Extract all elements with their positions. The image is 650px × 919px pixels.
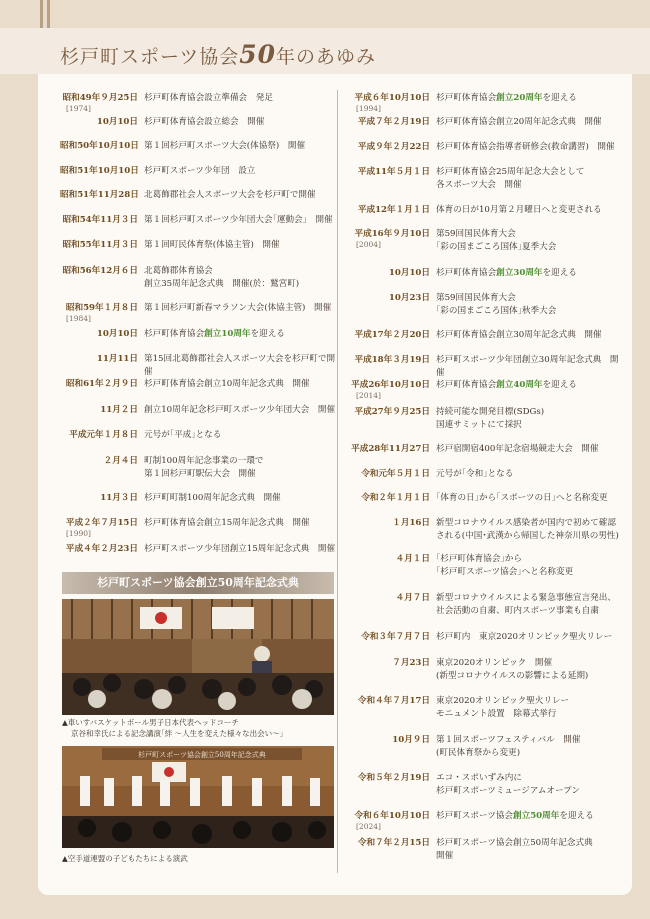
entry-western-year: [2014]	[356, 391, 381, 400]
entry-text	[436, 406, 620, 431]
entry-date: 昭和51年11月28日	[60, 190, 139, 200]
entry-date: 昭和59年１月８日	[65, 303, 138, 313]
entry-text-pre: 杉戸町スポーツ協会	[436, 811, 514, 821]
entry-text	[436, 354, 620, 379]
entry-text-line2: ｢杉戸町スポーツ協会｣へと名称変更	[436, 566, 574, 577]
entry-date: 平成12年１月１日	[357, 205, 430, 215]
entry-text-line1: 杉戸町スポーツ少年団創立15周年記念式典 開催	[144, 544, 336, 554]
timeline-entry	[350, 517, 620, 542]
timeline-entry	[60, 404, 336, 417]
entry-text-line1: ｢体育の日｣から｢スポーツの日｣へと名称変更	[436, 493, 608, 503]
timeline-entry	[350, 553, 620, 578]
title-suffix: 年のあゆみ	[276, 46, 377, 68]
entry-text	[436, 228, 620, 253]
timeline-entry	[60, 116, 336, 129]
entry-western-year: [1990]	[66, 529, 91, 538]
entry-text-line2: 社会活動の自粛、町内スポーツ事業も自粛	[436, 605, 599, 616]
entry-text	[436, 267, 620, 280]
entry-text	[144, 165, 336, 178]
entry-date: 令和７年２月15日	[357, 838, 430, 848]
entry-date: 10月23日	[388, 293, 430, 303]
entry-text-post: を迎える	[559, 811, 594, 821]
entry-text	[436, 492, 620, 505]
entry-text-line1: 第１回杉戸町スポーツ大会(体協祭) 開催	[144, 141, 306, 151]
entry-text-line1: 杉戸町体育協会創立15周年記念式典 開催	[144, 518, 310, 528]
entry-text-line1: 新型コロナウイルスによる緊急事態宣言発出、	[436, 593, 616, 603]
entry-text-post: を迎える	[542, 268, 577, 278]
timeline-entry	[350, 734, 620, 759]
photo-caption-line1: ▲車いすバスケットボール男子日本代表ヘッドコーチ	[62, 718, 239, 727]
entry-text	[436, 772, 620, 797]
entry-text	[436, 837, 620, 862]
entry-date: 平成28年11月27日	[351, 444, 430, 454]
entry-text-line2: 各スポーツ大会 開催	[436, 179, 522, 190]
timeline-entry	[350, 657, 620, 682]
entry-text-line1: 杉戸町体育協会25周年記念大会として	[436, 167, 585, 177]
title-prefix: 杉戸町スポーツ協会	[60, 46, 240, 68]
entry-date: 10月10日	[96, 329, 138, 339]
timeline-entry	[60, 140, 336, 153]
entry-date: 10月10日	[96, 117, 138, 127]
entry-anniversary-highlight: 創立50周年	[513, 811, 560, 821]
entry-date: ４月７日	[395, 593, 430, 603]
entry-date: 平成７年２月19日	[357, 117, 430, 127]
entry-text	[144, 328, 336, 341]
timeline-entry	[60, 239, 336, 252]
timeline-entry	[350, 141, 620, 154]
entry-western-year: [2004]	[356, 240, 381, 249]
timeline-entry	[60, 543, 336, 556]
entry-date: 平成26年10月10日	[351, 380, 430, 390]
entry-text-line1: 第15回北葛飾郡社会人スポーツ大会を杉戸町で開催	[144, 354, 336, 377]
entry-text-line1: 体育の日が10月第２月曜日へと変更される	[436, 205, 602, 215]
lecture-photo	[62, 599, 334, 715]
timeline-entry	[350, 166, 620, 191]
entry-anniversary-highlight: 創立30周年	[496, 268, 543, 278]
timeline-entry	[350, 379, 620, 400]
photo-section-banner: 杉戸町スポーツ協会創立50周年記念式典	[62, 572, 334, 594]
entry-text-line1: 杉戸町スポーツ少年団 設立	[144, 166, 256, 176]
entry-text-line1: エコ・スポいずみ内に	[436, 773, 522, 783]
entry-text	[436, 329, 620, 342]
timeline-entry	[350, 267, 620, 280]
entry-western-year: [1994]	[356, 104, 381, 113]
entry-text-line1: 北葛飾郡体育協会	[144, 266, 213, 276]
entry-text-line1: 第１回スポーツフェスティバル 開催	[436, 735, 581, 745]
entry-date: 10月９日	[392, 735, 430, 745]
entry-date: 平成６年10月10日	[354, 93, 430, 103]
entry-text	[436, 810, 620, 823]
timeline-entry	[350, 631, 620, 644]
entry-date: 平成27年９月25日	[354, 407, 430, 417]
timeline-entry	[350, 116, 620, 129]
timeline-entry	[350, 292, 620, 317]
photo-caption	[62, 717, 342, 739]
entry-date: 令和４年７月17日	[357, 696, 430, 706]
entry-text	[144, 265, 336, 290]
timeline-entry	[60, 429, 336, 442]
photo-caption-line2: 京谷和幸氏による記念講演｢絆 ～人生を変えた様々な出会い～｣	[71, 729, 284, 738]
entry-date: 11月２日	[100, 405, 138, 415]
timeline-entry	[60, 189, 336, 202]
entry-date: ７月23日	[392, 658, 430, 668]
entry-text	[144, 239, 336, 252]
entry-text-line1: 杉戸町体育協会設立準備会 発足	[144, 93, 273, 103]
entry-text-line1: 持続可能な開発目標(SDGs)	[436, 407, 545, 417]
entry-date: 平成11年５月１日	[357, 167, 430, 177]
entry-text-line2: モニュメント設置 除幕式挙行	[436, 708, 557, 719]
entry-text	[436, 166, 620, 191]
entry-date: 11月３日	[100, 493, 138, 503]
entry-text	[144, 543, 336, 556]
entry-text	[436, 468, 620, 481]
entry-text-line1: ｢杉戸町体育協会｣から	[436, 554, 522, 564]
entry-date: １月16日	[392, 518, 430, 528]
entry-text-pre: 杉戸町体育協会	[436, 268, 497, 278]
timeline-entry	[350, 468, 620, 481]
entry-text	[144, 353, 336, 378]
timeline-entry	[350, 772, 620, 797]
entry-text-post: を迎える	[542, 380, 577, 390]
entry-text	[436, 517, 620, 542]
entry-date: 昭和49年９月25日	[62, 93, 138, 103]
entry-text-line1: 杉戸町スポーツ少年団創立30周年記念式典 開催	[436, 355, 619, 378]
timeline-entry	[350, 329, 620, 342]
timeline-entry	[350, 406, 620, 431]
entry-text-line2: (新型コロナウイルスの影響による延期)	[436, 670, 589, 681]
entry-date: 平成９年２月22日	[357, 142, 430, 152]
entry-date: 平成16年９月10日	[354, 229, 430, 239]
timeline-entry	[60, 165, 336, 178]
entry-text-line1: 杉戸町スポーツ協会創立50周年記念式典	[436, 838, 593, 848]
entry-text	[436, 734, 620, 759]
entry-text-line2: 第１回杉戸町駅伝大会 開催	[144, 468, 256, 479]
entry-text-line1: 杉戸町体育協会設立総会 開催	[144, 117, 265, 127]
entry-text-line1: 杉戸町体育協会創立20周年記念式典 開催	[436, 117, 602, 127]
entry-text	[436, 141, 620, 154]
lecture-photo-image	[62, 599, 334, 715]
entry-date: 昭和50年10月10日	[60, 141, 139, 151]
entry-anniversary-highlight: 創立40周年	[496, 380, 543, 390]
karate-caption: ▲空手道連盟の子どもたちによる演武	[62, 854, 188, 863]
stage-sign-text: 杉戸町スポーツ協会創立50周年記念式典	[138, 751, 266, 759]
timeline-entry	[350, 228, 620, 253]
entry-anniversary-highlight: 創立10周年	[204, 329, 251, 339]
timeline-entry	[60, 302, 336, 323]
entry-date: ４月１日	[395, 554, 430, 564]
entry-text	[436, 204, 620, 217]
karate-photo-image	[62, 746, 334, 848]
entry-anniversary-highlight: 創立20周年	[496, 93, 543, 103]
entry-text	[144, 492, 336, 505]
entry-text-line2: 創立35周年記念式典 開催(於：鷲宮町)	[144, 278, 300, 289]
entry-text	[436, 553, 620, 578]
entry-text-line2: 杉戸町スポーツミュージアムオープン	[436, 785, 581, 796]
entry-text-pre: 杉戸町体育協会	[436, 380, 497, 390]
entry-text-line1: 第59回国民体育大会	[436, 293, 516, 303]
timeline-entry	[350, 204, 620, 217]
entry-date: 平成２年７月15日	[65, 518, 138, 528]
entry-text-line1: 元号が｢平成｣となる	[144, 430, 222, 440]
entry-text-line1: 元号が｢令和｣となる	[436, 469, 514, 479]
entry-text-line2: ｢彩の国まごころ国体｣秋季大会	[436, 305, 557, 316]
karate-photo	[62, 746, 334, 848]
timeline-entry	[350, 354, 620, 379]
timeline-entry	[60, 92, 336, 113]
timeline-entry	[60, 214, 336, 227]
entry-text-line1: 第１回杉戸町新春マラソン大会(体協主管) 開催	[144, 303, 332, 313]
entry-text-line1: 第１回町民体育祭(体協主管) 開催	[144, 240, 280, 250]
timeline-entry	[350, 443, 620, 456]
entry-text-line1: 東京2020オリンピック聖火リレー	[436, 696, 570, 706]
entry-text	[436, 695, 620, 720]
timeline-entry	[350, 492, 620, 505]
entry-text	[144, 378, 336, 391]
entry-text	[144, 429, 336, 442]
entry-text	[144, 302, 336, 315]
timeline-entry	[350, 92, 620, 113]
entry-text-line1: 新型コロナウイルス感染者が国内で初めて確認	[436, 518, 616, 528]
column-divider	[337, 90, 338, 873]
entry-date: 令和５年２月19日	[357, 773, 430, 783]
entry-text-line1: 第59回国民体育大会	[436, 229, 516, 239]
entry-date: 昭和61年２月９日	[65, 379, 138, 389]
entry-text-line1: 杉戸町体育協会創立30周年記念式典 開催	[436, 330, 602, 340]
entry-text-line1: 東京2020オリンピック 開催	[436, 658, 553, 668]
entry-text	[436, 379, 620, 392]
timeline-entry	[350, 837, 620, 862]
timeline-entry	[60, 455, 336, 480]
timeline-entry	[60, 517, 336, 538]
entry-date: 昭和55年11月３日	[62, 240, 138, 250]
entry-text-line2: される(中国･武漢から帰国した神奈川県の男性)	[436, 530, 619, 541]
entry-date: 令和元年５月１日	[361, 469, 430, 479]
entry-date: 10月10日	[388, 268, 430, 278]
entry-text-line1: 創立10周年記念杉戸町スポーツ少年団大会 開催	[144, 405, 336, 415]
entry-text-line1: 杉戸町町制100周年記念式典 開催	[144, 493, 281, 503]
entry-text-line2: 開催	[436, 850, 454, 861]
timeline-entry	[60, 353, 336, 378]
timeline-entry	[350, 592, 620, 617]
entry-western-year: [1974]	[66, 104, 91, 113]
timeline-entry	[350, 695, 620, 720]
entry-text	[144, 404, 336, 417]
entry-date: 令和６年10月10日	[354, 811, 430, 821]
timeline-entry	[60, 492, 336, 505]
entry-text	[436, 592, 620, 617]
timeline-entry	[60, 328, 336, 341]
entry-date: 昭和51年10月10日	[60, 166, 139, 176]
entry-text	[436, 631, 620, 644]
footer-band	[0, 895, 650, 919]
entry-text-line1: 杉戸宿開宿400年記念宿場競走大会 開催	[436, 444, 599, 454]
timeline-entry	[350, 810, 620, 831]
entry-text-line1: 杉戸町内 東京2020オリンピック聖火リレー	[436, 632, 613, 642]
entry-date: 昭和54年11月３日	[62, 215, 138, 225]
entry-text	[144, 517, 336, 530]
entry-text	[436, 92, 620, 105]
entry-date: 令和３年７月７日	[361, 632, 430, 642]
entry-text-line1: 杉戸町体育協会創立10周年記念式典 開催	[144, 379, 310, 389]
entry-text-line1: 町制100周年記念事業の一環で	[144, 456, 264, 466]
entry-date: ２月４日	[103, 456, 138, 466]
entry-date: 平成元年１月８日	[69, 430, 138, 440]
entry-date: 平成４年２月23日	[65, 544, 138, 554]
entry-text	[144, 116, 336, 129]
entry-text	[144, 92, 336, 105]
entry-text	[144, 455, 336, 480]
entry-text	[144, 140, 336, 153]
entry-text-post: を迎える	[250, 329, 285, 339]
entry-text	[436, 116, 620, 129]
entry-date: 平成17年２月20日	[354, 330, 430, 340]
timeline-entry	[60, 265, 336, 290]
entry-text-line1: 北葛飾郡社会人スポーツ大会を杉戸町で開催	[144, 190, 316, 200]
entry-western-year: [2024]	[356, 822, 381, 831]
entry-date: 11月11日	[96, 354, 138, 364]
entry-text-post: を迎える	[542, 93, 577, 103]
entry-text-line2: (町民体育祭から変更)	[436, 747, 521, 758]
title-number: 50	[239, 40, 277, 69]
entry-text-line2: 国連サミットにて採択	[436, 419, 522, 430]
entry-date: 昭和56年12月６日	[62, 266, 138, 276]
entry-text	[436, 443, 620, 456]
entry-date: 令和２年１月１日	[361, 493, 430, 503]
entry-text-line1: 第１回杉戸町スポーツ少年団大会｢運動会｣ 開催	[144, 215, 333, 225]
top-bar	[0, 0, 650, 28]
entry-western-year: [1984]	[66, 314, 91, 323]
entry-text	[436, 292, 620, 317]
page-title	[60, 40, 376, 69]
entry-text	[436, 657, 620, 682]
timeline-entry	[60, 378, 336, 391]
entry-text-line2: ｢彩の国まごころ国体｣夏季大会	[436, 241, 557, 252]
entry-text	[144, 214, 336, 227]
entry-date: 平成18年３月19日	[354, 355, 430, 365]
entry-text	[144, 189, 336, 202]
entry-text-line1: 杉戸町体育協会指導者研修会(救命講習) 開催	[436, 142, 615, 152]
entry-text-pre: 杉戸町体育協会	[436, 93, 497, 103]
entry-text-pre: 杉戸町体育協会	[144, 329, 205, 339]
